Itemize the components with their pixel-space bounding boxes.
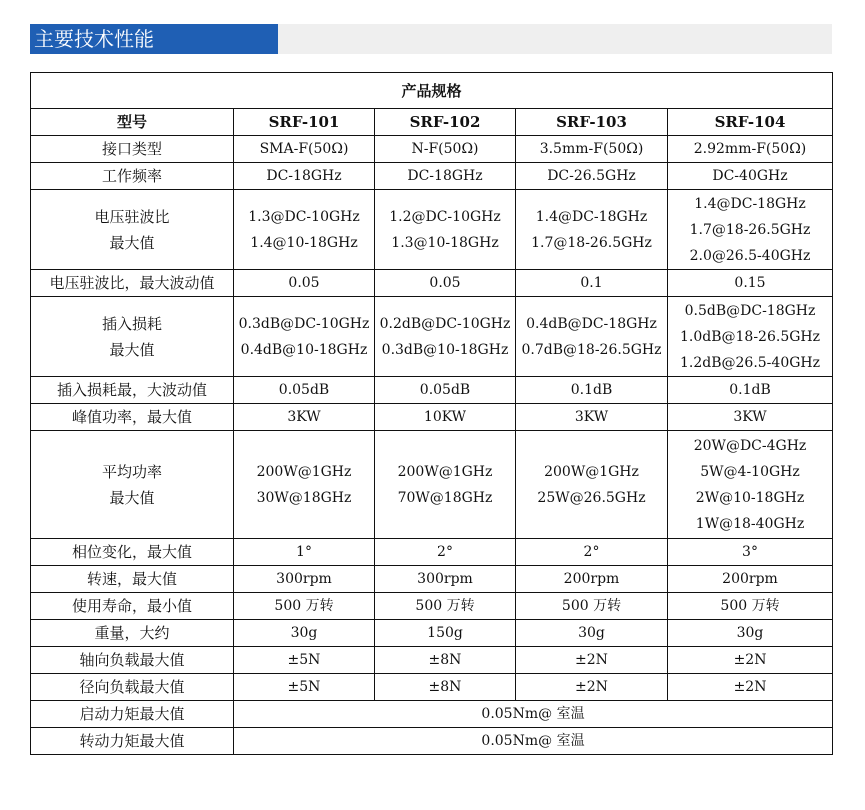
spec-value-line: SMA-F(50Ω)	[259, 141, 349, 157]
spec-value-line: 30g	[736, 625, 764, 641]
spec-value-line: 0.05	[288, 275, 320, 291]
spec-value-line: 0.4dB@10-18GHz	[240, 341, 368, 358]
spec-value	[668, 190, 833, 270]
spec-value	[234, 163, 375, 190]
spec-value-line: ±8N	[428, 679, 462, 695]
spec-value-line: 0.2dB@DC-10GHz	[379, 315, 511, 332]
spec-value	[234, 270, 375, 297]
spec-value	[234, 190, 375, 270]
model-label: 型号	[31, 109, 234, 136]
row-label-line: 轴向负载最大值	[79, 651, 185, 669]
spec-value-line: 1.4@DC-18GHz	[694, 195, 806, 212]
spec-value	[375, 404, 516, 431]
spec-value	[668, 136, 833, 163]
row-label-line: 工作频率	[101, 167, 162, 185]
row-label-line: 电压驻波比	[94, 207, 170, 226]
row-label-line: 最大值	[109, 340, 155, 359]
spec-value	[516, 593, 668, 620]
row-label-line: 重量，大约	[94, 624, 170, 642]
spec-value	[375, 377, 516, 404]
table-row	[31, 377, 833, 404]
spec-value-line: 1.2@DC-10GHz	[389, 208, 501, 225]
spec-value-line: 1.2dB@26.5-40GHz	[680, 354, 820, 371]
spec-value-line: 200W@1GHz	[256, 463, 352, 480]
spec-value-line: 500 万转	[274, 598, 334, 614]
spec-value-line: 3KW	[287, 409, 321, 425]
table-caption: 产品规格	[31, 73, 833, 109]
spec-value	[234, 566, 375, 593]
spec-value	[668, 593, 833, 620]
spec-value	[234, 647, 375, 674]
table-row	[31, 539, 833, 566]
row-label-line: 径向负载最大值	[79, 678, 185, 696]
spec-value	[516, 270, 668, 297]
spec-value	[668, 647, 833, 674]
row-label	[31, 431, 234, 539]
spec-value	[375, 136, 516, 163]
spec-value-line: 500 万转	[561, 598, 622, 614]
spec-value-line: 500 万转	[415, 598, 475, 614]
table-row	[31, 647, 833, 674]
spec-value	[375, 297, 516, 377]
spec-value	[375, 593, 516, 620]
model-name: SRF-103	[516, 109, 668, 136]
spec-value	[234, 728, 833, 755]
section-title: 主要技术性能	[30, 24, 250, 54]
spec-value	[234, 404, 375, 431]
row-label-line: 转动力矩最大值	[79, 732, 185, 750]
spec-value-line: ±8N	[428, 652, 462, 668]
spec-value-line: 1.0dB@18-26.5GHz	[680, 328, 820, 345]
row-label	[31, 163, 234, 190]
spec-value-line: ±2N	[575, 679, 608, 695]
spec-value	[668, 431, 833, 539]
spec-value-line: ±5N	[287, 652, 321, 668]
spec-value	[375, 270, 516, 297]
spec-value	[668, 404, 833, 431]
spec-value-line: 0.1dB	[570, 382, 613, 398]
spec-value-line: ±2N	[733, 679, 767, 695]
spec-value	[375, 190, 516, 270]
spec-value-line: 1.3@10-18GHz	[391, 234, 499, 251]
spec-value	[668, 566, 833, 593]
spec-value	[668, 163, 833, 190]
row-label-line: 插入损耗最，大波动值	[56, 381, 207, 399]
spec-value-line: 1.4@10-18GHz	[250, 234, 358, 251]
spec-value-line: 0.05	[429, 275, 461, 291]
table-row	[31, 701, 833, 728]
spec-value	[234, 620, 375, 647]
row-label	[31, 377, 234, 404]
spec-value-line: ±5N	[287, 679, 321, 695]
row-label-line: 接口类型	[101, 140, 162, 158]
spec-value-line: 200W@1GHz	[544, 463, 639, 480]
spec-value-line: 1.7@18-26.5GHz	[689, 221, 811, 238]
table-row	[31, 163, 833, 190]
spec-value	[516, 377, 668, 404]
spec-value-line: N-F(50Ω)	[411, 141, 479, 157]
spec-value-line: 2°	[437, 544, 453, 560]
spec-value-line: 2.92mm-F(50Ω)	[693, 141, 807, 157]
table-row	[31, 620, 833, 647]
row-label	[31, 190, 234, 270]
row-label	[31, 647, 234, 674]
spec-value	[375, 163, 516, 190]
spec-value	[234, 701, 833, 728]
model-name: SRF-101	[234, 109, 375, 136]
spec-value-line: 0.05dB	[278, 382, 330, 398]
section-header-accent	[250, 24, 278, 54]
row-label	[31, 136, 234, 163]
spec-value	[375, 431, 516, 539]
row-label	[31, 539, 234, 566]
table-row	[31, 566, 833, 593]
row-label	[31, 270, 234, 297]
spec-value-line: DC-40GHz	[712, 168, 788, 184]
spec-value-line: 300rpm	[276, 571, 332, 587]
spec-value	[234, 297, 375, 377]
spec-value	[375, 620, 516, 647]
spec-value	[516, 539, 668, 566]
spec-value	[668, 297, 833, 377]
spec-value-line: 5W@4-10GHz	[700, 463, 800, 480]
table-row	[31, 431, 833, 539]
spec-value-line: DC-18GHz	[266, 168, 342, 184]
spec-value-line: ±2N	[733, 652, 767, 668]
table-row	[31, 190, 833, 270]
spec-value-line: 2.0@26.5-40GHz	[689, 247, 811, 264]
table-row	[31, 593, 833, 620]
spec-value-line: 1.7@18-26.5GHz	[531, 234, 652, 251]
spec-value-line: 70W@18GHz	[397, 489, 493, 506]
spec-value-line: 1.4@DC-18GHz	[535, 208, 648, 225]
spec-value	[234, 674, 375, 701]
row-label-line: 使用寿命，最小值	[71, 597, 192, 615]
spec-table	[30, 72, 833, 755]
spec-value-line: 20W@DC-4GHz	[693, 437, 807, 454]
model-name: SRF-102	[375, 109, 516, 136]
spec-value-line: DC-26.5GHz	[547, 168, 636, 184]
spec-value	[668, 620, 833, 647]
row-label-line: 插入损耗	[101, 314, 162, 333]
spec-value	[516, 136, 668, 163]
spec-value	[668, 270, 833, 297]
spec-value-line: 1W@18-40GHz	[695, 515, 805, 532]
spec-value	[375, 647, 516, 674]
row-label-line: 相位变化，最大值	[71, 543, 192, 561]
table-row	[31, 297, 833, 377]
spec-value-line: 0.05Nm@ 室温	[481, 733, 585, 749]
spec-value	[516, 190, 668, 270]
row-label-line: 峰值功率，最大值	[71, 408, 192, 426]
spec-value	[516, 431, 668, 539]
row-label-line: 平均功率	[101, 462, 162, 481]
row-label	[31, 728, 234, 755]
spec-value-line: 3.5mm-F(50Ω)	[539, 141, 644, 157]
row-label-line: 最大值	[109, 488, 155, 507]
spec-value-line: 200rpm	[722, 571, 778, 587]
spec-value	[234, 539, 375, 566]
spec-value-line: 30g	[578, 625, 605, 641]
row-label	[31, 297, 234, 377]
model-name: SRF-104	[668, 109, 833, 136]
table-row	[31, 674, 833, 701]
spec-value-line: 2°	[583, 544, 600, 560]
spec-value-line: 0.1dB	[729, 382, 771, 398]
spec-value	[234, 431, 375, 539]
spec-value	[516, 404, 668, 431]
spec-value-line: 0.15	[734, 275, 766, 291]
spec-value-line: 30W@18GHz	[256, 489, 352, 506]
row-label	[31, 701, 234, 728]
spec-value-line: 3KW	[733, 409, 767, 425]
row-label	[31, 674, 234, 701]
spec-value-line: 200rpm	[563, 571, 620, 587]
row-label	[31, 566, 234, 593]
spec-value	[516, 297, 668, 377]
spec-value	[668, 377, 833, 404]
spec-value-line: 0.3dB@10-18GHz	[381, 341, 509, 358]
spec-value-line: 3°	[742, 544, 758, 560]
row-label-line: 电压驻波比，最大波动值	[49, 274, 215, 292]
spec-value-line: 10KW	[423, 409, 467, 425]
spec-value-line: 0.5dB@DC-18GHz	[684, 302, 816, 319]
spec-value-line: 3KW	[574, 409, 609, 425]
spec-value	[516, 674, 668, 701]
spec-value-line: 0.05Nm@ 室温	[481, 706, 585, 722]
spec-value-line: 25W@26.5GHz	[537, 489, 646, 506]
spec-value-line: 0.05dB	[419, 382, 471, 398]
spec-value	[375, 674, 516, 701]
spec-value	[375, 539, 516, 566]
table-row	[31, 728, 833, 755]
spec-value	[516, 647, 668, 674]
table-row	[31, 270, 833, 297]
table-row	[31, 404, 833, 431]
row-label	[31, 620, 234, 647]
section-header-bar	[30, 24, 832, 54]
spec-value	[668, 674, 833, 701]
row-label	[31, 404, 234, 431]
model-header-row	[31, 109, 833, 136]
table-row	[31, 136, 833, 163]
spec-value-line: 1.3@DC-10GHz	[248, 208, 360, 225]
spec-value	[375, 566, 516, 593]
row-label-line: 最大值	[109, 233, 155, 252]
spec-value-line: 2W@10-18GHz	[695, 489, 805, 506]
row-label-line: 转速，最大值	[86, 570, 177, 588]
spec-value-line: 0.4dB@DC-18GHz	[526, 315, 657, 332]
spec-value-line: 150g	[427, 625, 463, 641]
spec-value	[516, 163, 668, 190]
spec-value	[234, 377, 375, 404]
spec-value-line: ±2N	[575, 652, 608, 668]
spec-value	[516, 566, 668, 593]
spec-value-line: 300rpm	[417, 571, 473, 587]
spec-value-line: 1°	[296, 544, 312, 560]
row-label	[31, 593, 234, 620]
row-label-line: 启动力矩最大值	[79, 705, 185, 723]
spec-value	[516, 620, 668, 647]
spec-value	[234, 136, 375, 163]
spec-value-line: 200W@1GHz	[397, 463, 493, 480]
spec-value-line: 500 万转	[720, 598, 780, 614]
spec-value	[234, 593, 375, 620]
spec-value-line: 0.7dB@18-26.5GHz	[521, 341, 662, 358]
spec-value-line: 30g	[290, 625, 318, 641]
spec-value	[668, 539, 833, 566]
spec-value-line: DC-18GHz	[407, 168, 483, 184]
spec-value-line: 0.1	[580, 275, 603, 291]
spec-value-line: 0.3dB@DC-10GHz	[238, 315, 370, 332]
